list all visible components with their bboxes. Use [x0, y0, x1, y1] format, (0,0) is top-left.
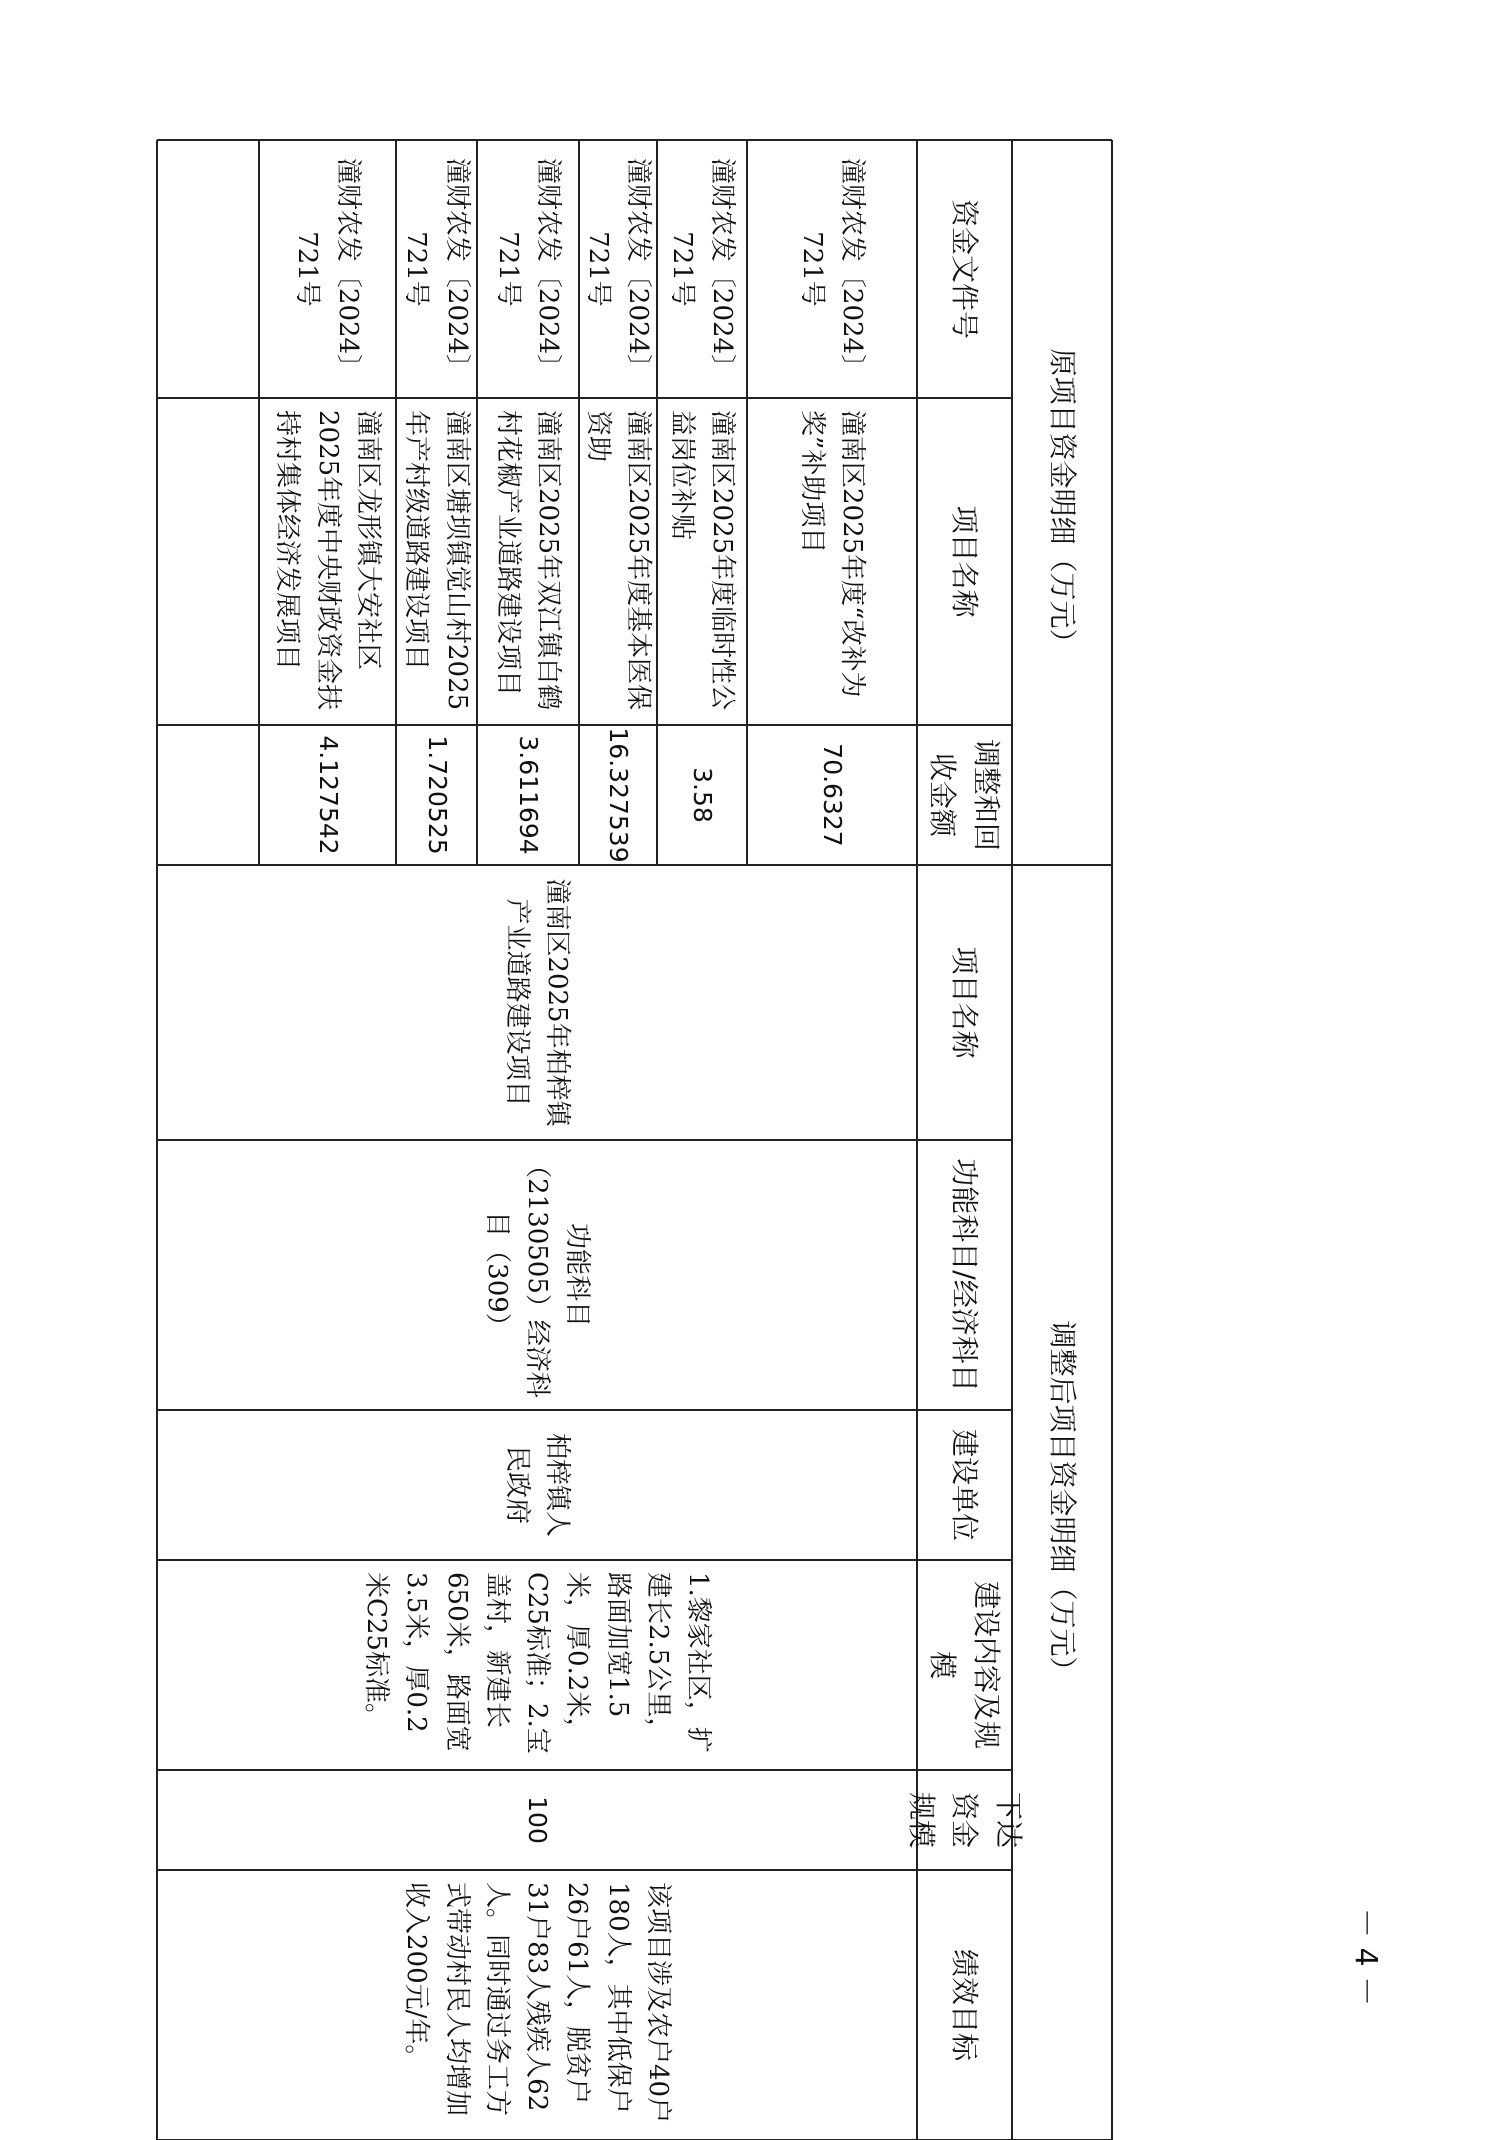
adjusted-funding-scale: [157, 1770, 917, 1870]
rotated-table-page: [157, 140, 1112, 2140]
orig-row-3-amount-text: 3.611694: [514, 735, 544, 855]
orig-row-1-doc-no-text: 潼财农发〔2024〕721号: [667, 157, 738, 381]
col-header-subject-text: 功能科目/经济科目: [948, 1158, 982, 1392]
orig-row-2-amount: [579, 725, 657, 865]
adjusted-content-text: 1.黎家社区，扩建长2.5公里，路面加宽1.5米，厚0.2米，C25标准；2.宝盖村，新建长650米，路面宽3.5米，厚0.2米C25标准。: [360, 1572, 714, 1754]
adjusted-section-header-text: 调整后项目资金明细（万元）: [1045, 1320, 1079, 1685]
orig-row-2-project: [579, 398, 657, 725]
orig-row-1-doc-no: [657, 140, 747, 398]
original-section-header: [1012, 140, 1112, 865]
orig-row-5-amount-text: 4.127542: [313, 735, 343, 855]
col-header-content: [917, 1560, 1012, 1770]
col-header-subject: [917, 1140, 1012, 1410]
original-section-header-text: 原项目资金明细（万元）: [1045, 348, 1079, 657]
col-header-adjust-amount: [917, 725, 1012, 865]
col-header-original-project: [917, 398, 1012, 725]
orig-row-4-project: [396, 398, 477, 725]
page-number: － 4 －: [1348, 1907, 1384, 2007]
orig-row-1-amount-text: 3.58: [688, 767, 718, 823]
orig-row-1-amount: [657, 725, 747, 865]
orig-row-0-doc-no-text: 潼财农发〔2024〕721号: [797, 157, 868, 381]
adjusted-project-name-text: 潼南区2025年柏梓镇产业道路建设项目: [502, 878, 573, 1127]
orig-row-0-amount: [747, 725, 917, 865]
col-header-doc-no: [917, 140, 1012, 398]
adjusted-section-header: [1012, 865, 1112, 2140]
adjusted-unit-text: 柏梓镇人民政府: [502, 1432, 573, 1537]
col-header-new-project: [917, 865, 1012, 1140]
orig-row-5-doc-no: [259, 140, 396, 398]
col-header-unit-text: 建设单位: [948, 1428, 982, 1541]
orig-row-5-project: [259, 398, 396, 725]
orig-row-4-amount-text: 1.720525: [422, 735, 452, 855]
adjusted-funding-scale-text: 100: [523, 1796, 553, 1844]
col-header-funding-scale: [904, 1770, 1025, 1870]
adjusted-performance-text: 该项目涉及农户40户180人，其中低保户26户61人，脱贫户31户83人残疾人62人。同时通过务工方式带动村民人均增加收入200元/年。: [401, 1882, 674, 2124]
orig-row-3-doc-no-text: 潼财农发〔2024〕721号: [493, 157, 564, 381]
adjusted-subject: [157, 1140, 917, 1410]
adjusted-performance: [157, 1870, 917, 2140]
orig-row-2-project-text: 潼南区2025年度基本医保资助: [583, 410, 654, 711]
adjusted-unit: [157, 1410, 917, 1560]
col-header-adjust-amount-text: 调整和回收金额: [926, 738, 1003, 851]
orig-row-4-doc-no-text: 潼财农发〔2024〕721号: [401, 157, 472, 381]
orig-row-0-project: [747, 398, 917, 725]
orig-row-3-project: [477, 398, 579, 725]
orig-row-3-project-text: 潼南区2025年双江镇白鹤村花椒产业道路建设项目: [493, 410, 564, 711]
col-header-content-text: 建设内容及规模: [926, 1580, 1003, 1749]
orig-row-5-doc-no-text: 潼财农发〔2024〕721号: [292, 157, 363, 381]
orig-row-2-amount-text: 16.327539: [604, 727, 634, 863]
orig-row-4-amount: [396, 725, 477, 865]
adjusted-project-name: [157, 865, 917, 1140]
orig-row-0-amount-text: 70.6327: [818, 743, 848, 847]
col-header-new-project-text: 项目名称: [948, 946, 982, 1059]
col-header-funding-scale-text: 下达资金规模: [904, 1791, 1025, 1848]
orig-row-4-project-text: 潼南区塘坝镇觉山村2025年产村级道路建设项目: [401, 410, 472, 711]
col-header-original-project-text: 项目名称: [948, 505, 982, 618]
adjusted-content: [157, 1560, 917, 1770]
orig-row-2-doc-no: [579, 140, 657, 398]
orig-row-2-doc-no-text: 潼财农发〔2024〕721号: [583, 157, 654, 381]
col-header-performance-text: 绩效目标: [948, 1948, 982, 2061]
orig-row-1-project-text: 潼南区2025年度临时性公益岗位补贴: [667, 410, 738, 711]
orig-row-4-doc-no: [396, 140, 477, 398]
orig-row-3-doc-no: [477, 140, 579, 398]
orig-row-5-amount: [259, 725, 396, 865]
col-header-unit: [917, 1410, 1012, 1560]
orig-row-3-amount: [477, 725, 579, 865]
col-header-performance: [917, 1870, 1012, 2140]
orig-row-0-project-text: 潼南区2025年度“改补为奖”补助项目: [797, 410, 868, 698]
orig-row-0-doc-no: [747, 140, 917, 398]
col-header-doc-no-text: 资金文件号: [948, 198, 982, 339]
adjusted-subject-text: 功能科目（2130505）经济科目（309）: [481, 1152, 593, 1398]
orig-row-5-project-text: 潼南区龙形镇大安社区2025年度中央财政资金扶持村集体经济发展项目: [272, 410, 383, 711]
orig-row-1-project: [657, 398, 747, 725]
